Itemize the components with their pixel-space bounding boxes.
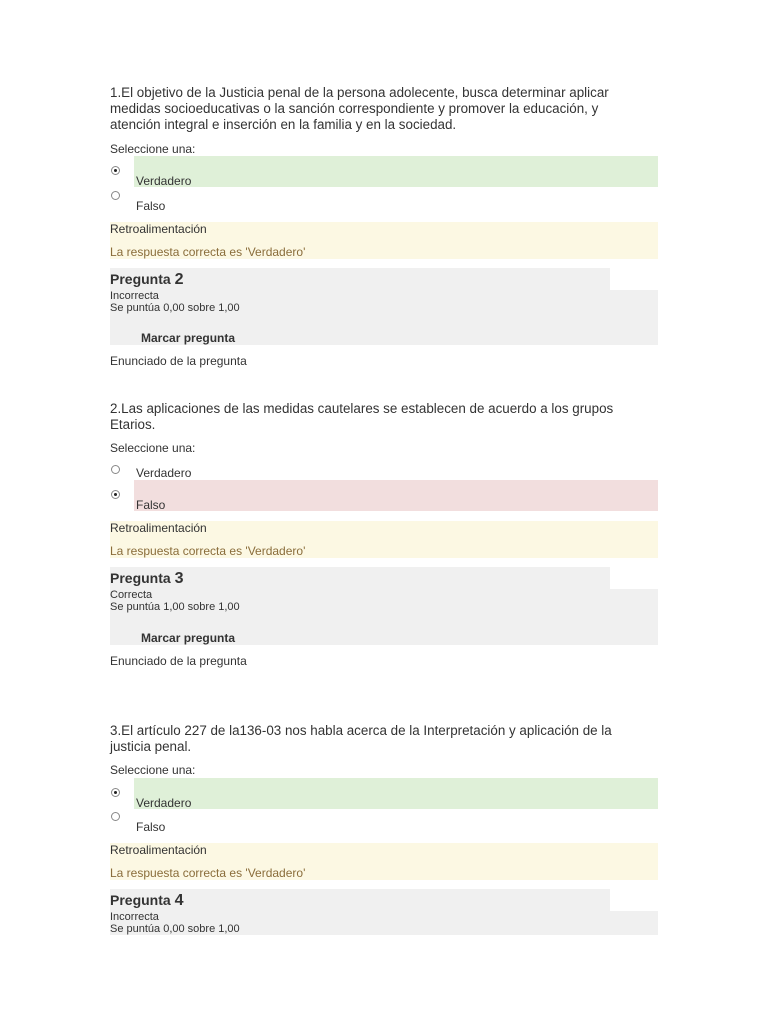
radio-checked-icon[interactable] (111, 788, 120, 797)
question-status: Incorrecta (110, 911, 159, 923)
radio-unchecked-icon[interactable] (111, 191, 120, 200)
question-label: Pregunta 2 (110, 271, 184, 288)
question-2-info (110, 290, 658, 345)
option-label: Verdadero (136, 174, 192, 188)
question-status: Incorrecta (110, 290, 159, 302)
question-status: Correcta (110, 589, 153, 601)
question-3-header (110, 567, 610, 589)
flag-question-button[interactable]: Marcar pregunta (141, 331, 236, 345)
feedback-title: Retroalimentación (110, 521, 207, 535)
feedback-answer: La respuesta correcta es 'Verdadero' (110, 544, 306, 558)
radio-unchecked-icon[interactable] (111, 812, 120, 821)
question-1-text: 1.El objetivo de la Justicia penal de la persona adolecente, busca determinar aplicar medidas socioeducativas o la sanción correspondiente y promover la educación, y atención integral e inserción en la familia y en la sociedad. (110, 85, 609, 132)
question-3-info (110, 589, 658, 645)
feedback-title: Retroalimentación (110, 843, 207, 857)
option-label: Falso (136, 498, 166, 512)
question-statement-label: Enunciado de la pregunta (110, 354, 247, 368)
question-1-option-falso[interactable] (110, 181, 658, 212)
question-label: Pregunta 4 (110, 892, 184, 909)
feedback-title: Retroalimentación (110, 222, 207, 236)
radio-checked-icon[interactable] (111, 166, 120, 175)
flag-question-button[interactable]: Marcar pregunta (141, 631, 236, 645)
question-3-feedback (110, 843, 658, 880)
question-score: Se puntúa 0,00 sobre 1,00 (110, 302, 240, 314)
question-score: Se puntúa 1,00 sobre 1,00 (110, 601, 240, 613)
question-4-info (110, 911, 658, 935)
question-3-option-falso[interactable] (110, 802, 658, 833)
question-2-option-falso[interactable] (110, 480, 658, 511)
question-label: Pregunta 3 (110, 570, 184, 587)
question-3-text: 3.El artículo 227 de la136-03 nos habla acerca de la Interpretación y aplicación de la justicia penal. (110, 723, 612, 754)
option-label: Falso (136, 820, 166, 834)
question-statement-label: Enunciado de la pregunta (110, 654, 247, 668)
radio-unchecked-icon[interactable] (111, 465, 120, 474)
option-label: Falso (136, 199, 166, 213)
question-score: Se puntúa 0,00 sobre 1,00 (110, 923, 240, 935)
feedback-answer: La respuesta correcta es 'Verdadero' (110, 245, 306, 259)
question-3-select-label: Seleccione una: (110, 763, 196, 777)
question-1-feedback (110, 222, 658, 259)
question-4-header (110, 889, 610, 911)
question-2-header (110, 268, 610, 290)
option-label: Verdadero (136, 796, 192, 810)
radio-checked-icon[interactable] (111, 490, 120, 499)
question-2-select-label: Seleccione una: (110, 441, 196, 455)
question-2-feedback (110, 521, 658, 558)
option-label: Verdadero (136, 466, 192, 480)
feedback-answer: La respuesta correcta es 'Verdadero' (110, 866, 306, 880)
question-2-text: 2.Las aplicaciones de las medidas cautelares se establecen de acuerdo a los grupos Etarios. (110, 401, 614, 432)
question-1-select-label: Seleccione una: (110, 142, 196, 156)
